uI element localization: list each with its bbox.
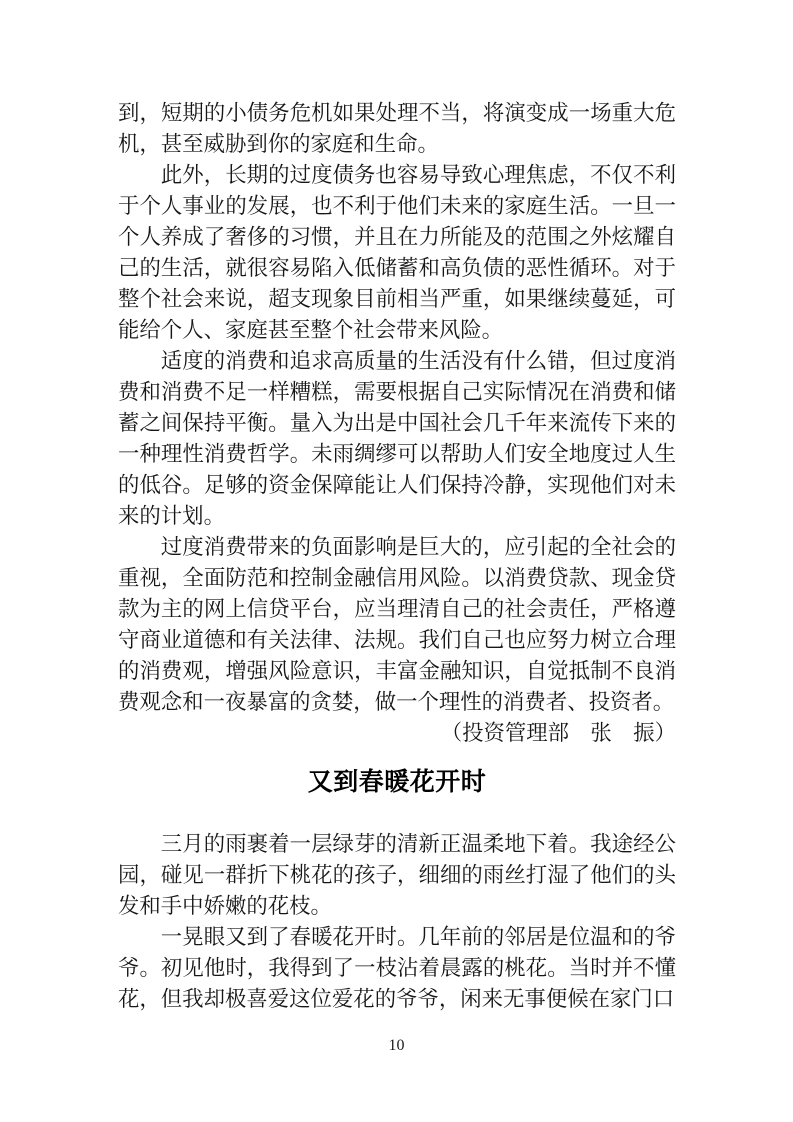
body-paragraph: 适度的消费和追求高质量的生活没有什么错，但过度消费和消费不足一样糟糕，需要根据自己实际情况在消费和储蓄之间保持平衡。量入为出是中国社会几千年来流传下来的一种理性消费哲学。未雨绸缪可以帮助人们安全地度过人生的低谷。足够的资金保障能让人们保持冷静，实现他们对未来的计划。 (118, 349, 676, 528)
article-title: 又到春暖花开时 (307, 768, 487, 796)
body-paragraph: 三月的雨裹着一层绿芽的清新正温柔地下着。我途经公园，碰见一群折下桃花的孩子，细细的雨丝打湿了他们的头发和手中娇嫩的花枝。 (118, 832, 676, 918)
article-1-body (118, 98, 676, 749)
body-paragraph: 一晃眼又到了春暖花开时。几年前的邻居是位温和的爷爷。初见他时，我得到了一枝沾着晨露的桃花。当时并不懂花，但我却极喜爱这位爱花的爷爷，闲来无事便候在家门口 (118, 925, 676, 1011)
body-paragraph: 到，短期的小债务危机如果处理不当，将演变成一场重大危机，甚至威胁到你的家庭和生命。 (118, 101, 676, 156)
attribution-line: （投资管理部 张 振） (440, 721, 676, 745)
body-paragraph: 此外，长期的过度债务也容易导致心理焦虑，不仅不利于个人事业的发展，也不利于他们未来的家庭生活。一旦一个人养成了奢侈的习惯，并且在力所能及的范围之外炫耀自己的生活，就很容易陷入低储蓄和高负债的恶性循环。对于整个社会来说，超支现象目前相当严重，如果继续蔓延，可能给个人、家庭甚至整个社会带来风险。 (118, 163, 676, 342)
body-paragraph: 过度消费带来的负面影响是巨大的，应引起的全社会的重视，全面防范和控制金融信用风险。以消费贷款、现金贷款为主的网上信贷平台，应当理清自己的社会责任，严格遵守商业道德和有关法律、法规。我们自己也应努力树立合理的消费观，增强风险意识，丰富金融知识，自觉抵制不良消费观念和一夜暴富的贪婪，做一个理性的消费者、投资者。 (118, 535, 676, 714)
article-2-body (118, 829, 676, 1015)
page-number: 10 (388, 1037, 405, 1054)
